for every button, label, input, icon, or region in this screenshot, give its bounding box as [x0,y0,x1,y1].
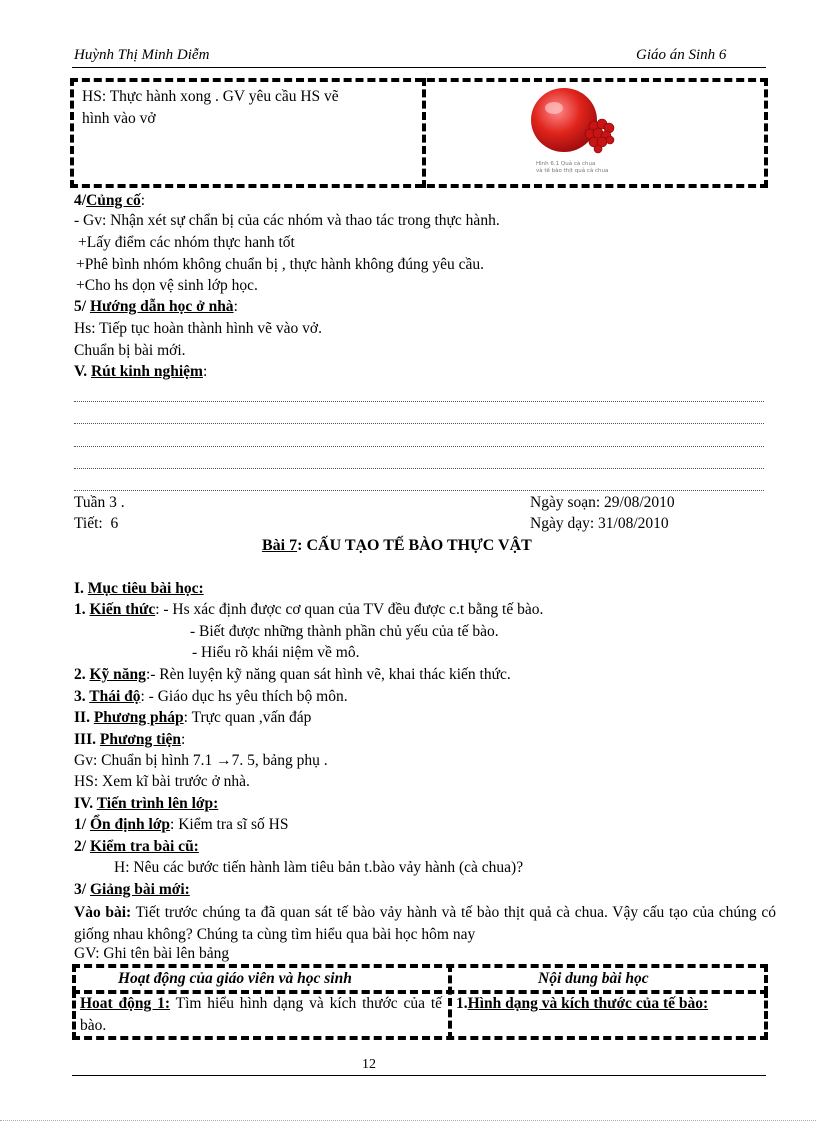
prep-date: Ngày soạn: 29/08/2010 [530,494,675,511]
tomato-image [520,82,630,182]
section4-heading: 4/Củng cố: [74,192,146,209]
knowledge-line-2: - Biết được những thành phần chủ yếu của tế bào. [190,623,499,640]
section4-line-2: +Lấy điểm các nhóm thực hanh tốt [78,234,295,251]
top-box-divider [422,78,426,188]
means-gv: Gv: Chuẩn bị hình 7.1 →7. 5, bảng phụ . [74,752,328,769]
means-heading: III. Phương tiện: [74,731,186,748]
tomato-cell-figure [520,82,630,182]
table-row1-col1: Hoat động 1: Tìm hiểu hình dạng và kích thước của tế bào. [80,995,443,1034]
note-line-3 [74,446,764,447]
section4-line-3: +Phê bình nhóm không chuẩn bị , thực hành không đúng yêu cầu. [76,256,485,273]
section4-line-4: +Cho hs dọn vệ sinh lớp học. [76,277,258,294]
header-author: Huỳnh Thị Minh Diễm [74,47,210,63]
objectives-heading: I. Mục tiêu bài học: [74,580,204,597]
image-caption-1: Hình 6.1 Quả cà chua [536,161,596,167]
header-subject: Giáo án Sinh 6 [636,47,727,63]
process-heading: IV. Tiến trình lên lớp: [74,795,219,812]
attitude-line: 3. Thái độ: - Giáo dục hs yêu thích bộ môn. [74,688,348,705]
process-step2-heading: 2/ Kiểm tra bài cũ: [74,838,199,855]
top-box-text-2: hình vào vở [82,110,156,127]
note-line-5 [74,490,764,491]
table-row1-col2: 1.Hình dạng và kích thước của tế bào: [456,995,709,1012]
process-step3-heading: 3/ Giảng bài mới: [74,881,190,898]
skill-line: 2. Kỹ năng:- Rèn luyện kỹ năng quan sát hình vẽ, khai thác kiến thức. [74,666,511,683]
section5-line-2: Chuẩn bị bài mới. [74,342,186,359]
knowledge-line-1: 1. Kiến thức: - Hs xác định được cơ quan của TV đều được c.t bằng tế bào. [74,601,544,618]
intro-paragraph: Vào bài: Tiết trước chúng ta đã quan sát tế bào vảy hành và tế bào thịt quả cà chua. Vậy cấu tạo của chúng có giống nhau không? Chúng ta cùng tìm hiểu qua bài học hôm nay [74,904,776,943]
table-col2-header: Nội dung bài học [538,970,649,987]
gv-note: GV: Ghi tên bài lên bảng [74,945,230,962]
teach-date: Ngày dạy: 31/08/2010 [530,515,669,532]
footer-rule [72,1075,766,1076]
note-line-2 [74,423,764,424]
note-line-4 [74,468,764,469]
top-box-text-1: HS: Thực hành xong . GV yêu cầu HS vẽ [82,88,339,105]
page-number: 12 [362,1057,376,1072]
section5-line-1: Hs: Tiếp tục hoàn thành hình vẽ vào vở. [74,320,322,337]
process-step1: 1/ Ổn định lớp: Kiểm tra sĩ số HS [74,816,289,833]
period-label: Tiết: 6 [74,515,119,532]
table-col1-header: Hoạt động của giáo viên và học sinh [118,970,352,987]
week-label: Tuần 3 . [74,494,125,511]
knowledge-line-3: - Hiểu rõ khái niệm về mô. [192,644,360,661]
sectionV-heading: V. Rút kinh nghiệm: [74,363,208,380]
note-line-1 [74,401,764,402]
header-rule [72,67,766,68]
method-line: II. Phương pháp: Trực quan ,vấn đáp [74,709,312,726]
image-caption-2: và tế bào thịt quả cà chua [536,168,609,174]
lesson-title: Bài 7: CẤU TẠO TẾ BÀO THỰC VẬT [262,537,532,554]
section4-line-1: - Gv: Nhận xét sự chẩn bị của các nhóm và thao tác trong thực hành. [74,212,500,229]
section5-heading: 5/ Hướng dẫn học ở nhà: [74,298,238,315]
process-step2-question: H: Nêu các bước tiến hành làm tiêu bản t.bào vảy hành (cà chua)? [114,859,524,876]
page-edge [0,1120,816,1121]
means-hs: HS: Xem kĩ bài trước ở nhà. [74,773,250,790]
